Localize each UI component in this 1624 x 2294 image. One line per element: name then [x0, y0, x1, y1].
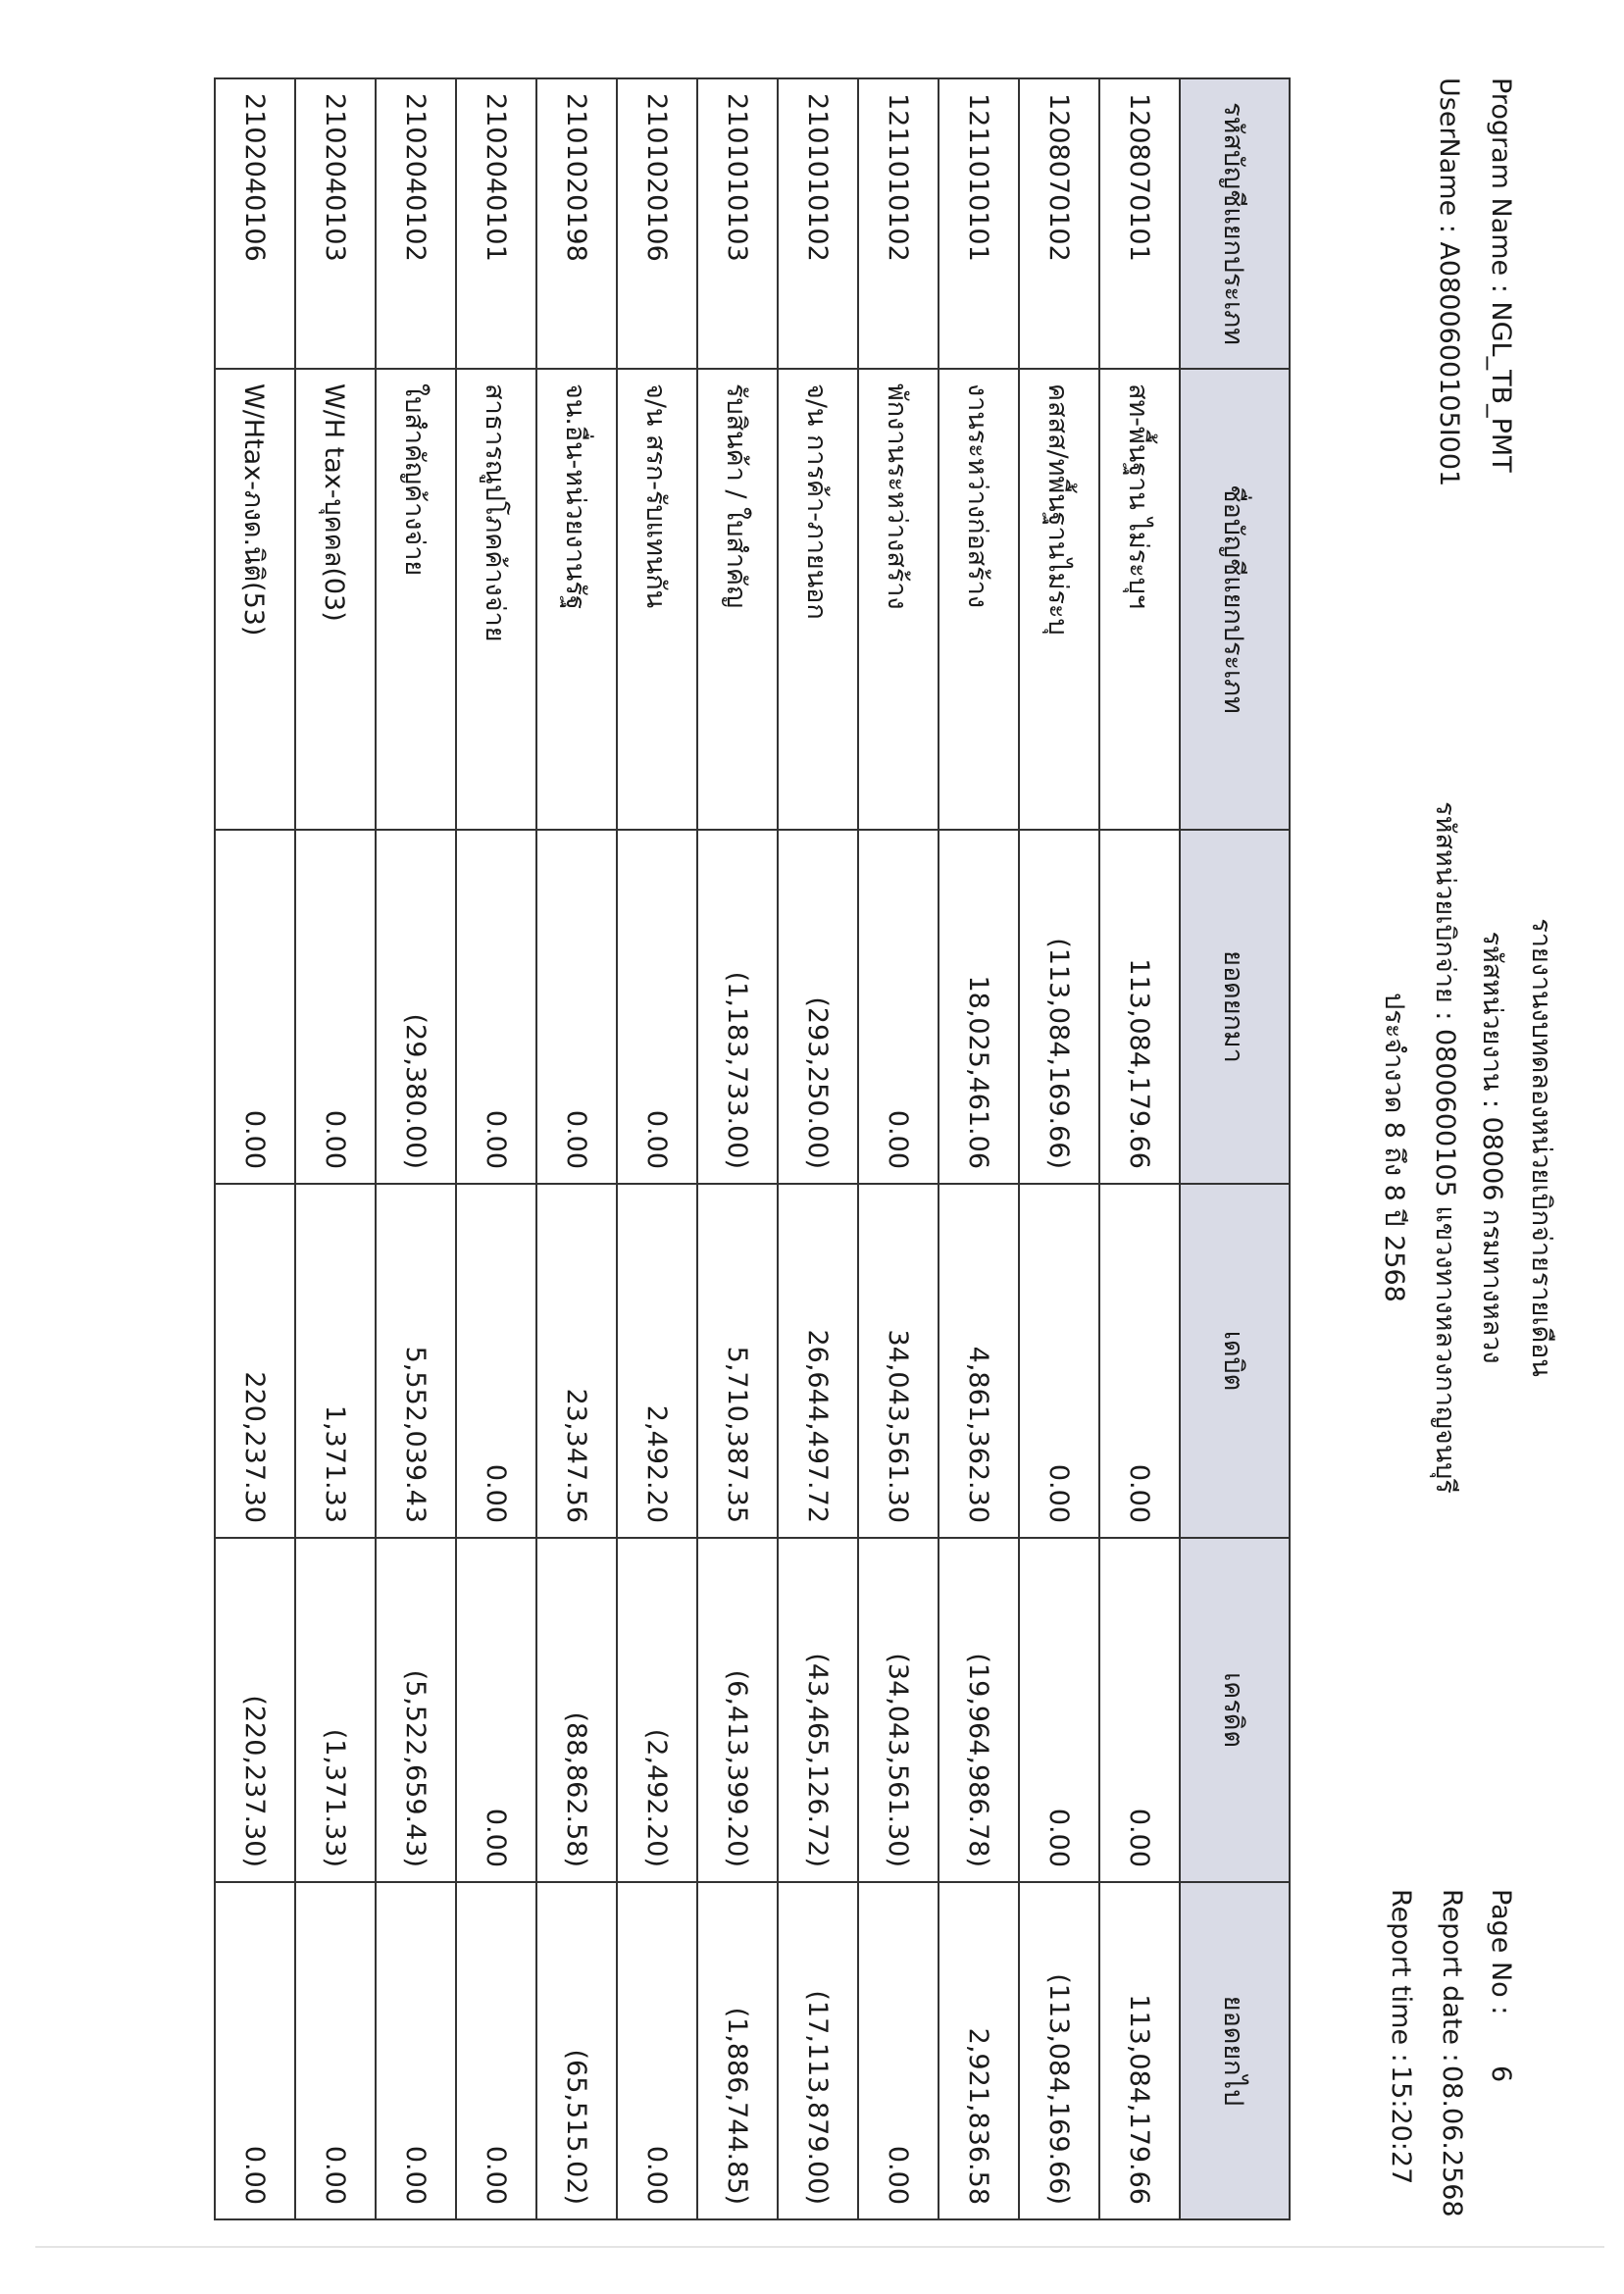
col-header-opening-balance: ยอดยกมา: [1180, 830, 1290, 1184]
table-header-row: [1180, 78, 1290, 2219]
debit-cell: 2,492.20: [617, 1184, 697, 1538]
debit-cell: 4,861,362.30: [939, 1184, 1019, 1538]
scan-edge-line: [35, 2246, 1604, 2248]
username: UserName : A0800600105I001: [1434, 77, 1464, 487]
opening-balance-cell: 0.00: [295, 830, 376, 1184]
debit-cell: 5,552,039.43: [376, 1184, 456, 1538]
opening-balance-cell: 18,025,461.06: [939, 830, 1019, 1184]
account-name-cell: W/Htax-ภงด.นิติ(53): [215, 369, 295, 830]
opening-balance-cell: (29,380.00): [376, 830, 456, 1184]
account-name-cell: รับสินค้า / ใบสำคัญ: [697, 369, 778, 830]
program-name: Program Name : NGL_TB_PMT: [1486, 77, 1516, 473]
col-header-debit: เดบิต: [1180, 1184, 1290, 1538]
account-name-cell: งานระหว่างก่อสร้าง: [939, 369, 1019, 830]
col-header-credit: เครดิต: [1180, 1538, 1290, 1882]
credit-cell: (88,862.58): [536, 1538, 617, 1882]
closing-balance-cell: 0.00: [376, 1882, 456, 2219]
opening-balance-cell: 0.00: [456, 830, 536, 1184]
account-code-cell: 1211010102: [858, 78, 939, 369]
credit-cell: (34,043,561.30): [858, 1538, 939, 1882]
debit-cell: 26,644,497.72: [778, 1184, 858, 1538]
account-code-cell: 2101020106: [617, 78, 697, 369]
closing-balance-cell: 0.00: [456, 1882, 536, 2219]
credit-cell: 0.00: [1099, 1538, 1180, 1882]
credit-cell: (5,522,659.43): [376, 1538, 456, 1882]
table-row: [295, 78, 376, 2219]
account-code-cell: 2102040106: [215, 78, 295, 369]
table-row: [778, 78, 858, 2219]
table-row: [1099, 78, 1180, 2219]
closing-balance-cell: 0.00: [858, 1882, 939, 2219]
report-date-value: 08.06.2568: [1437, 2065, 1467, 2218]
trial-balance-table: [214, 77, 1291, 2220]
closing-balance-cell: 0.00: [295, 1882, 376, 2219]
account-name-cell: สท-พื้นฐาน ไม่ระบุฯ: [1099, 369, 1180, 830]
table-row: [1019, 78, 1099, 2219]
closing-balance-cell: (17,113,879.00): [778, 1882, 858, 2219]
account-code-cell: 2101010102: [778, 78, 858, 369]
credit-cell: (19,964,986.78): [939, 1538, 1019, 1882]
credit-cell: (43,465,126.72): [778, 1538, 858, 1882]
agency-code: รหัสหน่วยงาน : 08006 กรมทางหลวง: [1477, 931, 1507, 1364]
account-code-cell: 1208070101: [1099, 78, 1180, 369]
debit-cell: 5,710,387.35: [697, 1184, 778, 1538]
table-row: [376, 78, 456, 2219]
opening-balance-cell: 113,084,179.66: [1099, 830, 1180, 1184]
col-header-closing-balance: ยอดยกไป: [1180, 1882, 1290, 2219]
closing-balance-cell: (65,515.02): [536, 1882, 617, 2219]
debit-cell: 220,237.30: [215, 1184, 295, 1538]
report-title: รายงานงบทดลองหน่วยเบิกจ่ายรายเดือน: [1526, 918, 1556, 1377]
report-date-label: Report date :: [1437, 1889, 1467, 2063]
closing-balance-cell: (113,084,169.66): [1019, 1882, 1099, 2219]
table-row: [215, 78, 295, 2219]
credit-cell: (1,371.33): [295, 1538, 376, 1882]
opening-balance-cell: (113,084,169.66): [1019, 830, 1099, 1184]
account-code-cell: 2102040103: [295, 78, 376, 369]
debit-cell: 34,043,561.30: [858, 1184, 939, 1538]
account-code-cell: 2101020198: [536, 78, 617, 369]
account-name-cell: ใบสำคัญค้างจ่าย: [376, 369, 456, 830]
credit-cell: (6,413,399.20): [697, 1538, 778, 1882]
credit-cell: 0.00: [456, 1538, 536, 1882]
table-row: [697, 78, 778, 2219]
page-number: [1486, 1889, 1516, 2082]
account-name-cell: คสสส/ทพื้นฐานไม่ระบุ: [1019, 369, 1099, 830]
account-name-cell: สาธารณูปโภคค้างจ่าย: [456, 369, 536, 830]
closing-balance-cell: 0.00: [617, 1882, 697, 2219]
opening-balance-cell: (293,250.00): [778, 830, 858, 1184]
table-row: [536, 78, 617, 2219]
table-row: [939, 78, 1019, 2219]
report-time-label: Report time :: [1386, 1889, 1416, 2063]
debit-cell: 1,371.33: [295, 1184, 376, 1538]
report-date: [1437, 1889, 1467, 2218]
account-name-cell: จ/น การค้า-ภายนอก: [778, 369, 858, 830]
debit-cell: 0.00: [1019, 1184, 1099, 1538]
opening-balance-cell: 0.00: [858, 830, 939, 1184]
account-name-cell: พักงานระหว่างสร้าง: [858, 369, 939, 830]
report-period: ประจำงวด 8 ถึง 8 ปี 2568: [1379, 993, 1409, 1302]
credit-cell: (220,237.30): [215, 1538, 295, 1882]
col-header-account-code: รหัสบัญชีแยกประเภท: [1180, 78, 1290, 369]
account-code-cell: 1208070102: [1019, 78, 1099, 369]
closing-balance-cell: 0.00: [215, 1882, 295, 2219]
closing-balance-cell: 2,921,836.58: [939, 1882, 1019, 2219]
account-name-cell: W/H tax-บุคคล(03): [295, 369, 376, 830]
table-row: [858, 78, 939, 2219]
account-code-cell: 2102040102: [376, 78, 456, 369]
table-body: [215, 78, 1180, 2219]
table-row: [617, 78, 697, 2219]
account-code-cell: 2102040101: [456, 78, 536, 369]
report-time-value: 15:20:27: [1386, 2065, 1416, 2185]
closing-balance-cell: (1,886,744.85): [697, 1882, 778, 2219]
credit-cell: 0.00: [1019, 1538, 1099, 1882]
table-row: [456, 78, 536, 2219]
account-name-cell: จน.อื่น-หน่วยงานรัฐ: [536, 369, 617, 830]
col-header-account-name: ชื่อบัญชีแยกประเภท: [1180, 369, 1290, 830]
credit-cell: (2,492.20): [617, 1538, 697, 1882]
debit-cell: 23,347.56: [536, 1184, 617, 1538]
account-name-cell: จ/น สรก-รับแทนกัน: [617, 369, 697, 830]
page-number-value: 6: [1486, 2065, 1516, 2083]
disbursement-unit-code: รหัสหน่วยเบิกจ่าย : 0800600105 แขวงทางหลวงกาญจนบุรี: [1430, 801, 1460, 1494]
closing-balance-cell: 113,084,179.66: [1099, 1882, 1180, 2219]
account-code-cell: 1211010101: [939, 78, 1019, 369]
report-time: [1386, 1889, 1416, 2184]
opening-balance-cell: 0.00: [617, 830, 697, 1184]
opening-balance-cell: 0.00: [215, 830, 295, 1184]
debit-cell: 0.00: [1099, 1184, 1180, 1538]
account-code-cell: 2101010103: [697, 78, 778, 369]
opening-balance-cell: (1,183,733.00): [697, 830, 778, 1184]
opening-balance-cell: 0.00: [536, 830, 617, 1184]
debit-cell: 0.00: [456, 1184, 536, 1538]
page-number-label: Page No :: [1486, 1889, 1516, 2015]
